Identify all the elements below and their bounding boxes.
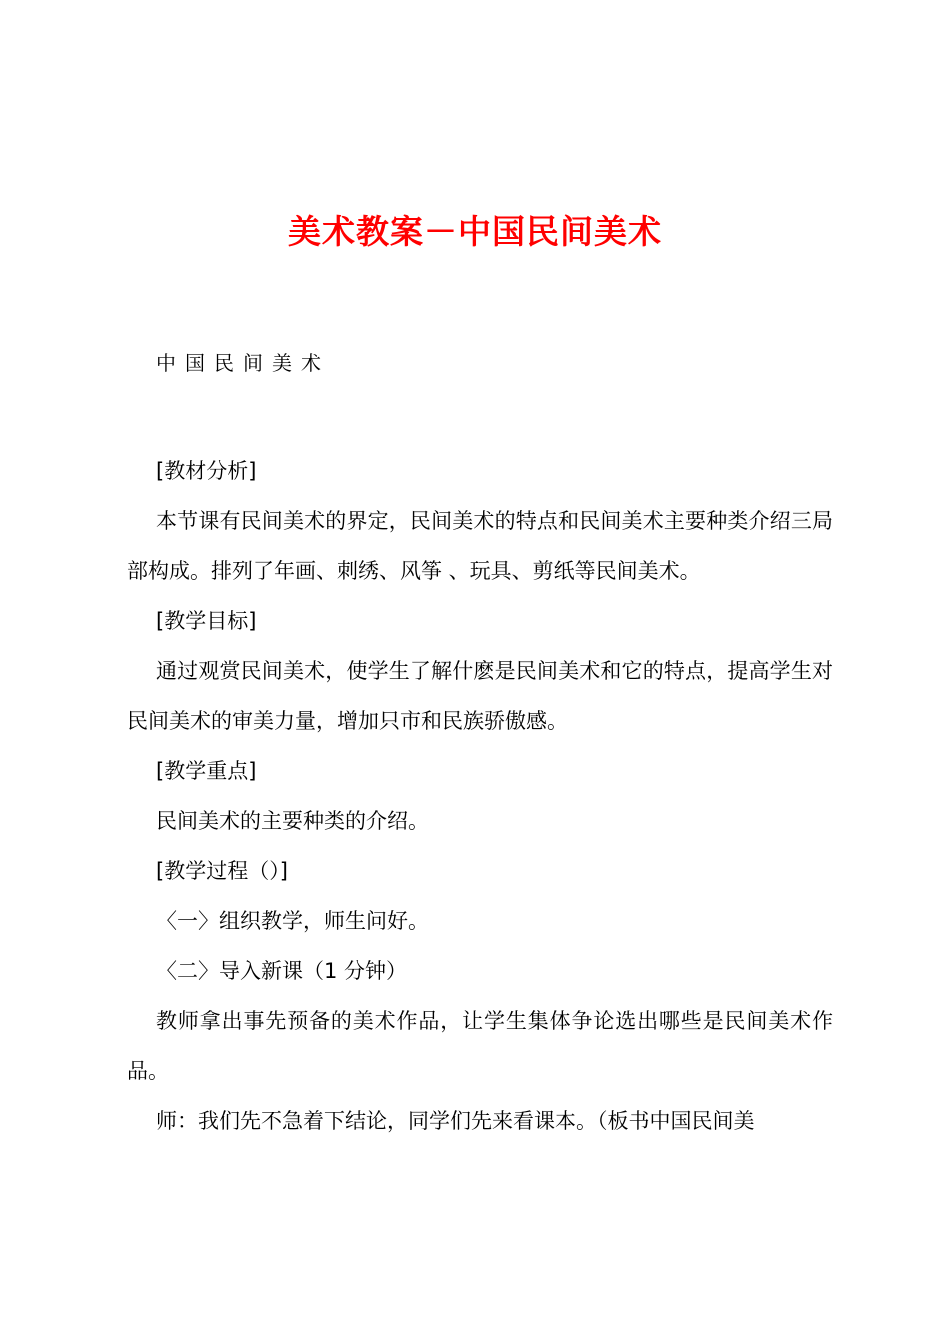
paragraph-step-one: 〈一〉组织教学，师生问好。 — [156, 909, 429, 933]
document-subtitle: 中国民间美术 — [156, 351, 330, 375]
paragraph-teacher-dialogue: 师：我们先不急着下结论，同学们先来看课本。（板书中国民间美 — [156, 1109, 755, 1133]
paragraph-goals: 通过观赏民间美术，使学生了解什麽是民间美术和它的特点，提高学生对民间美术的审美力量，增加只市和民族骄傲感。 — [127, 659, 833, 733]
paragraph-step-two: 〈二〉导入新课（1 分钟） — [156, 959, 408, 983]
paragraph-teacher-activity: 教师拿出事先预备的美术作品，让学生集体争论选出哪些是民间美术作品。 — [127, 1009, 833, 1083]
paragraph-analysis: 本节课有民间美术的界定，民间美术的特点和民间美术主要种类介绍三局部构成。排列了年画、刺绣、风筝 、玩具、剪纸等民间美术。 — [127, 509, 833, 583]
paragraph-focus: 民间美术的主要种类的介绍。 — [156, 809, 429, 833]
document-title: 美术教案－中国民间美术 — [288, 212, 662, 251]
section-heading-analysis: [教材分析] — [156, 459, 257, 483]
document-body — [127, 446, 833, 1146]
section-heading-goals: [教学目标] — [156, 609, 257, 633]
section-heading-process: [教学过程（）] — [156, 859, 288, 883]
section-heading-focus: [教学重点] — [156, 759, 257, 783]
